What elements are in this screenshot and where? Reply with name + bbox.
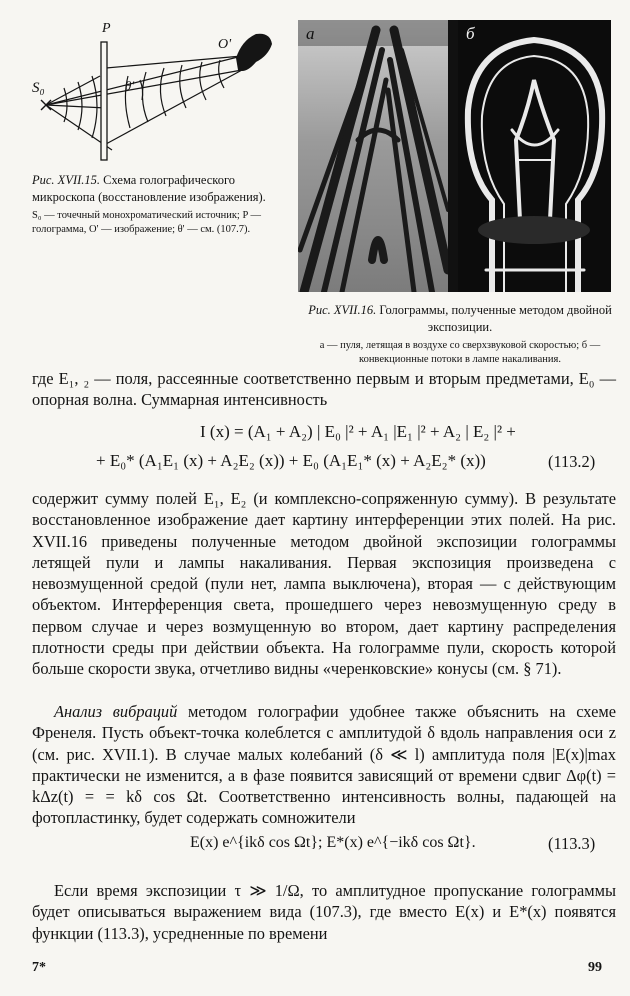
equation-113-2-number: (113.2) <box>548 452 596 471</box>
plate-label: P <box>102 21 111 36</box>
paragraph-3-text: методом голографии удобнее также объяснить на схеме Френеля. Пусть объект-точка колеблется с амплитудой δ вдоль направления оси z (см. рис. XVII.1). В случае малых колебаний (δ ≪ l) амплитуда поля |E(x)|max практически не изменится, а в фазе появится зависящий от времени сдвиг Δφ(t) = kΔz(t) = = kδ cos Ωt. Соответственно интенсивность волны, падающей на фотопластинку, будет содержать сомножители <box>32 702 616 828</box>
page-number: 99 <box>588 960 602 975</box>
fig15-caption-prefix: Рис. XVII.15. <box>32 173 101 187</box>
paragraph-2-text: содержит сумму полей E₁, E₂ (и комплексно-сопряженную сумму). В результате восстановленное изображение дает картину интерференции этих полей. На рис. XVII.16 приведены полученные методом двойной экспозиции голограммы летящей пули и лампы накаливания. Первая экспозиция произведена с невозмущенной средой (пули нет, лампа выключена), вторая — с действующим объектом. Интерференция света, прошедшего через невозмущенную среду в первом случае и через возмущенную во втором, дает картину распределения плотности среды при действии объекта. На голограмме пули, скорость которой больше скорости звука, отчетливо видны «черенковские» конусы (см. § 71). <box>32 489 616 679</box>
fig16-caption-text: Голограммы, полученные методом двойной экспозиции. <box>379 303 612 334</box>
lamp-hologram-photo <box>458 20 611 292</box>
hologram-photos <box>298 20 611 292</box>
paragraph-1 <box>32 368 616 411</box>
equation-113-3-number: (113.3) <box>548 834 596 853</box>
hologram-plate <box>101 42 107 160</box>
photo-a-label: а <box>306 24 315 43</box>
fig15-legend: S₀ — точечный монохроматический источник; P — голограмма, O' — изображение; θ' — см. (107.7). <box>32 210 262 235</box>
holographic-microscope-diagram <box>30 18 280 168</box>
object-image-blob <box>236 34 272 71</box>
fig16-legend: а — пуля, летящая в воздухе со сверхзвуковой скоростью; б — конвекционные потоки в лампе накаливания. <box>319 340 601 365</box>
angle-label: θ' <box>125 78 135 93</box>
paragraph-2 <box>32 488 616 680</box>
fig16-caption-prefix: Рис. XVII.16. <box>308 303 377 317</box>
bullet-hologram-photo <box>298 20 448 292</box>
paragraph-4-text: Если время экспозиции τ ≫ 1/Ω, то амплитудное пропускание голограммы будет описываться выражением вида (107.3), где вместо E(x) и E*(x) появятся функции (113.3), усредненные по времени <box>32 881 616 943</box>
equation-113-3: E(x) e^{ikδ cos Ωt}; E*(x) e^{−ikδ cos Ωt}. <box>190 834 476 851</box>
fig16-caption <box>300 302 620 367</box>
paragraph-4 <box>32 880 616 944</box>
paragraph-3 <box>32 701 616 829</box>
paragraph-3-italic-lead: Анализ вибраций <box>54 702 178 721</box>
fig15-caption <box>32 172 280 237</box>
paragraph-1-text: где E₁, ₂ — поля, рассеянные соответственно первым и вторым предметами, E₀ — опорная волна. Суммарная интенсивность <box>32 369 616 410</box>
photo-b-label: б <box>466 24 475 43</box>
object-label: O' <box>218 37 232 52</box>
equation-113-2-line-1: I (x) = (A₁ + A₂) | E₀ |² + A₁ |E₁ |² + A₂ | E₂ |² + <box>200 422 516 441</box>
equation-113-2-line-2: + E₀* (A₁E₁ (x) + A₂E₂ (x)) + E₀ (A₁E₁* (x) + A₂E₂* (x)) <box>96 451 486 470</box>
signature-mark: 7* <box>32 960 46 975</box>
fig15-caption-text: Схема голографического микроскопа (восстановление изображения). <box>32 173 266 204</box>
source-label: S₀ <box>32 80 45 96</box>
